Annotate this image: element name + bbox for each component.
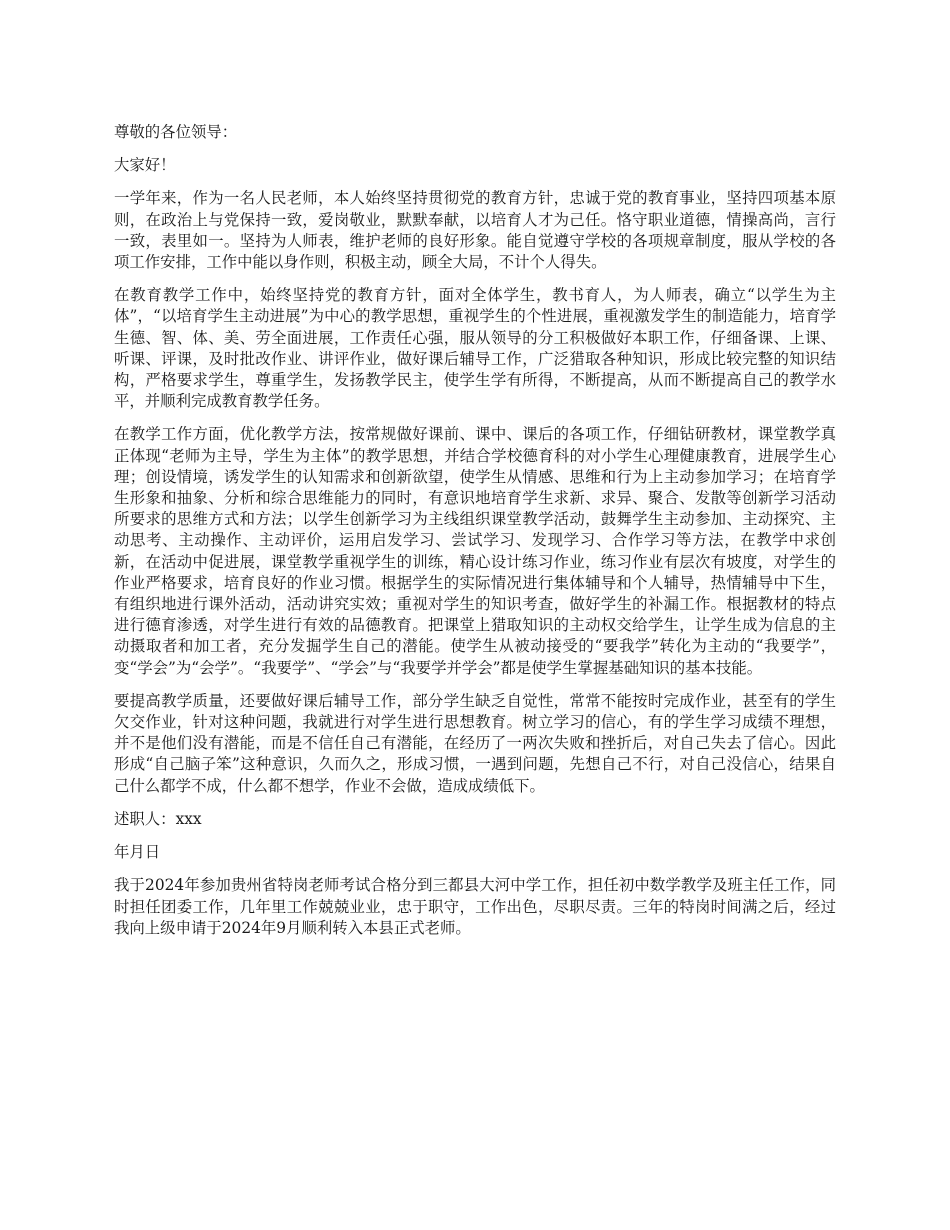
paragraph-4: 要提高教学质量，还要做好课后辅导工作，部分学生缺乏自觉性，常常不能按时完成作业，甚至有的学生欠交作业，针对这种问题，我就进行对学生进行思想教育。树立学习的信心，有的学生学习成绩不理想，并不是他们没有潜能，而是不信任自己有潜能，在经历了一两次失败和挫折后，对自己失去了信心。因此形成“自己脑子笨”这种意识，久而久之，形成习惯，一遇到问题，先想自己不行，对自己没信心，结果自己什么都学不成，什么都不想学，作业不会做，造成成绩低下。 [114,691,836,795]
paragraph-1: 一学年来，作为一名人民老师，本人始终坚持贯彻党的教育方针，忠诚于党的教育事业，坚持四项基本原则，在政治上与党保持一致，爱岗敬业，默默奉献，以培育人才为己任。恪守职业道德，情操高尚，言行一致，表里如一。坚持为人师表，维护老师的良好形象。能自觉遵守学校的各项规章制度，服从学校的各项工作安排，工作中能以身作则，积极主动，顾全大局，不计个人得失。 [114,189,836,272]
signature: 述职人：xxx [114,809,202,828]
final-paragraph: 我于2024年参加贵州省特岗老师考试合格分到三都县大河中学工作，担任初中数学教学及班主任工作，同时担任团委工作，几年里工作兢兢业业，忠于职守，工作出色，尽职尽责。三年的特岗时间满之后，经过我向上级申请于2024年9月顺利转入本县正式老师。 [114,876,836,937]
paragraph-2: 在教育教学工作中，始终坚持党的教育方针，面对全体学生，教书育人，为人师表，确立“以学生为主体”，“以培育学生主动进展”为中心的教学思想，重视学生的个性进展，重视激发学生的制造能力，培育学生德、智、体、美、劳全面进展，工作责任心强，服从领导的分工积极做好本职工作，仔细备课、上课、听课、评课，及时批改作业、讲评作业，做好课后辅导工作，广泛猎取各种知识，形成比较完整的知识结构，严格要求学生，尊重学生，发扬教学民主，使学生学有所得，不断提高，从而不断提高自己的教学水平，并顺利完成教育教学任务。 [114,286,836,411]
date-line: 年月日 [114,843,161,862]
greeting: 大家好！ [114,156,176,175]
salutation: 尊敬的各位领导： [114,123,238,141]
paragraph-3: 在教学工作方面，优化教学方法，按常规做好课前、课中、课后的各项工作，仔细钻研教材，课堂教学真正体现“老师为主导，学生为主体”的教学思想，并结合学校德育科的对小学生心理健康教育，进展学生心理；创设情境，诱发学生的认知需求和创新欲望，使学生从情感、思维和行为上主动参加学习；在培育学生形象和抽象、分析和综合思维能力的同时，有意识地培育学生求新、求异、聚合、发散等创新学习活动所要求的思维方式和方法；以学生创新学习为主线组织课堂教学活动，鼓舞学生主动参加、主动探究、主动思考、主动操作、主动评价，运用启发学习、尝试学习、发现学习、合作学习等方法，在教学中求创新，在活动中促进展，课堂教学重视学生的训练，精心设计练习作业，练习作业有层次有坡度，对学生的作业严格要求，培育良好的作业习惯。根据学生的实际情况进行集体辅导和个人辅导，热情辅导中下生，有组织地进行课外活动，活动讲究实效；重视对学生的知识考查，做好学生的补漏工作。根据教材的特点进行德育渗透，对学生进行有效的品德教育。把课堂上猎取知识的主动权交给学生，让学生成为信息的主动摄取者和加工者，充分发掘学生自己的潜能。使学生从被动接受的“要我学”转化为主动的“我要学”，变“学会”为“会学”。“我要学”、“学会”与“我要学并学会”都是使学生掌握基础知识的基本技能。 [114,425,836,677]
document-body [114,122,836,951]
